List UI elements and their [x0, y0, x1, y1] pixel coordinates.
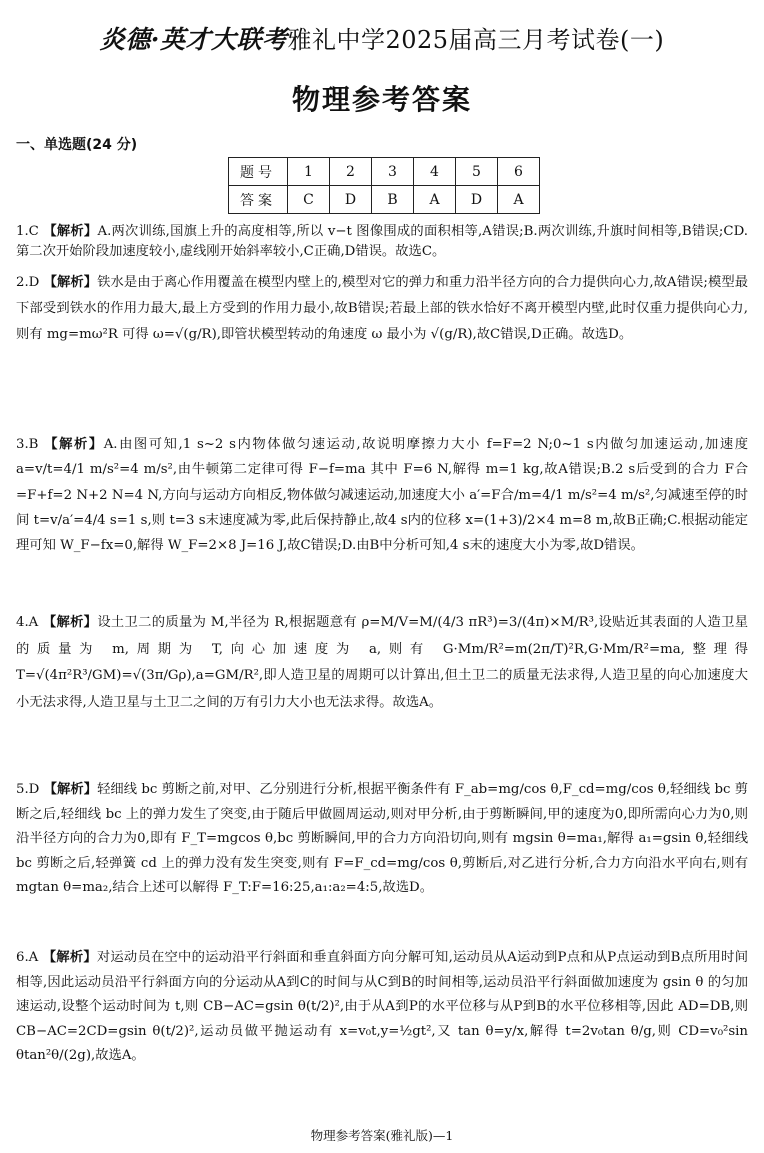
- exam-header: [0, 20, 764, 56]
- question-number: 6.A: [16, 950, 39, 965]
- header-brand: 炎德·英才大联考: [99, 25, 288, 54]
- table-cell: 5: [456, 158, 498, 186]
- analysis-tag: 【解析】: [42, 950, 97, 965]
- question-6-explanation: [16, 946, 748, 1069]
- explanation-text: A.两次训练,国旗上升的高度相等,所以 v−t 图像围成的面积相等,A错误;B.两次训练,升旗时间相等,B错误;CD.第二次开始阶段加速度较小,虚线刚开始斜率较小,C正确,D错误。故选C。: [16, 224, 748, 259]
- table-cell: D: [330, 186, 372, 214]
- page-title: 物理参考答案: [291, 83, 472, 116]
- table-row: [229, 186, 540, 214]
- explanation-text: 设土卫二的质量为 M,半径为 R,根据题意有 ρ=M/V=M/(4/3 πR³)=3/(4π)×M/R³,设贴近其表面的人造卫星的质量为 m,周期为 T,向心加速度为 a,则有 G·Mm/R²=m(2π/T)²R,G·Mm/R²=ma,整理得 T=√(4π²R³/GM)=√(3π/Gρ),a=GM/R²,即人造卫星的周期可以计算出,但土卫二的质量无法求得,人造卫星的向心加速度大小无法求得,人造卫星与土卫二之间的万有引力大小也无法求得。故选A。: [16, 615, 748, 710]
- table-row: [229, 158, 540, 186]
- question-number: 1.C: [16, 224, 39, 239]
- table-cell: D: [456, 186, 498, 214]
- table-cell: B: [372, 186, 414, 214]
- table-cell: C: [288, 186, 330, 214]
- question-5-explanation: [16, 778, 748, 901]
- table-cell: A: [414, 186, 456, 214]
- table-cell: A: [498, 186, 540, 214]
- explanation-text: 轻细线 bc 剪断之前,对甲、乙分别进行分析,根据平衡条件有 F_ab=mg/cos θ,F_cd=mg/cos θ,轻细线 bc 剪断之后,轻细线 bc 上的弹力发生了突变,由于随后甲做圆周运动,则对甲分析,由于剪断瞬间,甲的速度为0,即所需向心力为0,则沿半径方向的合力为0,即有 F_T=mgcos θ,bc 剪断瞬间,甲的合力方向沿切向,则有 mgsin θ=ma₁,解得 a₁=gsin θ,轻细线 bc 剪断之后,轻弹簧 cd 上的弹力没有发生突变,则有 F=F_cd=mg/cos θ,剪断后,对乙进行分析,合力方向沿水平向右,则有 mgtan θ=ma₂,结合上述可以解得 F_T:F=16:25,a₁:a₂=4:5,故选D。: [16, 782, 749, 896]
- analysis-tag: 【解析】: [43, 275, 98, 290]
- question-1-explanation: [16, 222, 748, 262]
- question-3-explanation: [16, 432, 748, 558]
- table-cell: 4: [414, 158, 456, 186]
- question-4-explanation: [16, 610, 748, 716]
- analysis-tag: 【解析】: [43, 224, 98, 239]
- analysis-tag: 【解析】: [44, 437, 104, 452]
- question-number: 5.D: [16, 782, 40, 797]
- answer-table: [228, 157, 540, 214]
- header-exam-title: 雅礼中学2025届高三月考试卷(一): [287, 26, 665, 54]
- table-cell: 3: [372, 158, 414, 186]
- explanation-text: A.由图可知,1 s~2 s内物体做匀速运动,故说明摩擦力大小 f=F=2 N;0~1 s内做匀加速运动,加速度 a=v/t=4/1 m/s²=4 m/s²,由牛顿第二定律可得 F−f=ma 其中 F=6 N,解得 m=1 kg,故A错误;B.2 s后受到的合力 F合=F+f=2 N+2 N=4 N,方向与运动方向相反,物体做匀减速运动,加速度大小 a′=F合/m=4/1 m/s²=4 m/s²,匀减速至停的时间 t=v/a′=4/4 s=1 s,则 t=3 s末速度减为零,此后保持静止,故4 s内的位移 x=(1+3)/2×4 m=8 m,故B正确;C.根据动能定理可知 W_F−fx=0,解得 W_F=2×8 J=16 J,故C错误;D.由B中分析可知,4 s末的速度大小为零,故D错误。: [16, 437, 749, 553]
- explanation-text: 铁水是由于离心作用覆盖在模型内壁上的,模型对它的弹力和重力沿半径方向的合力提供向心力,故A错误;模型最下部受到铁水的作用力最大,最上方受到的作用力最小,故B错误;若最上部的铁水恰好不离开模型内壁,此时仅重力提供向心力,则有 mg=mω²R 可得 ω=√(g/R),即管状模型转动的角速度 ω 最小为 √(g/R),故C错误,D正确。故选D。: [16, 275, 748, 342]
- explanation-text: 对运动员在空中的运动沿平行斜面和垂直斜面方向分解可知,运动员从A运动到P点和从P点运动到B点所用时间相等,因此运动员沿平行斜面方向的分运动从A到C的时间与从C到B的时间相等,运动员沿平行斜面做加速度为 gsin θ 的匀加速运动,设整个运动时间为 t,则 CB−AC=gsin θ(t/2)²,由于从A到P的水平位移与从P到B的水平位移相等,因此 AD=DB,则 CB−AC=2CD=gsin θ(t/2)²,运动员做平抛运动有 x=v₀t,y=½gt²,又 tan θ=y/x,解得 t=2v₀tan θ/g,则 CD=v₀²sin θtan²θ/(2g),故选A。: [16, 950, 748, 1064]
- question-2-explanation: [16, 270, 748, 348]
- question-number: 2.D: [16, 275, 40, 290]
- question-number: 4.A: [16, 615, 39, 630]
- section-heading: 一、单选题(24 分): [16, 137, 138, 153]
- table-cell: 6: [498, 158, 540, 186]
- analysis-tag: 【解析】: [43, 782, 98, 797]
- analysis-tag: 【解析】: [42, 615, 98, 630]
- table-row-label: 答案: [229, 186, 288, 214]
- question-number: 3.B: [16, 437, 39, 452]
- page-footer: 物理参考答案(雅礼版)—1: [310, 1128, 454, 1143]
- table-cell: 2: [330, 158, 372, 186]
- table-row-label: 题号: [229, 158, 288, 186]
- table-cell: 1: [288, 158, 330, 186]
